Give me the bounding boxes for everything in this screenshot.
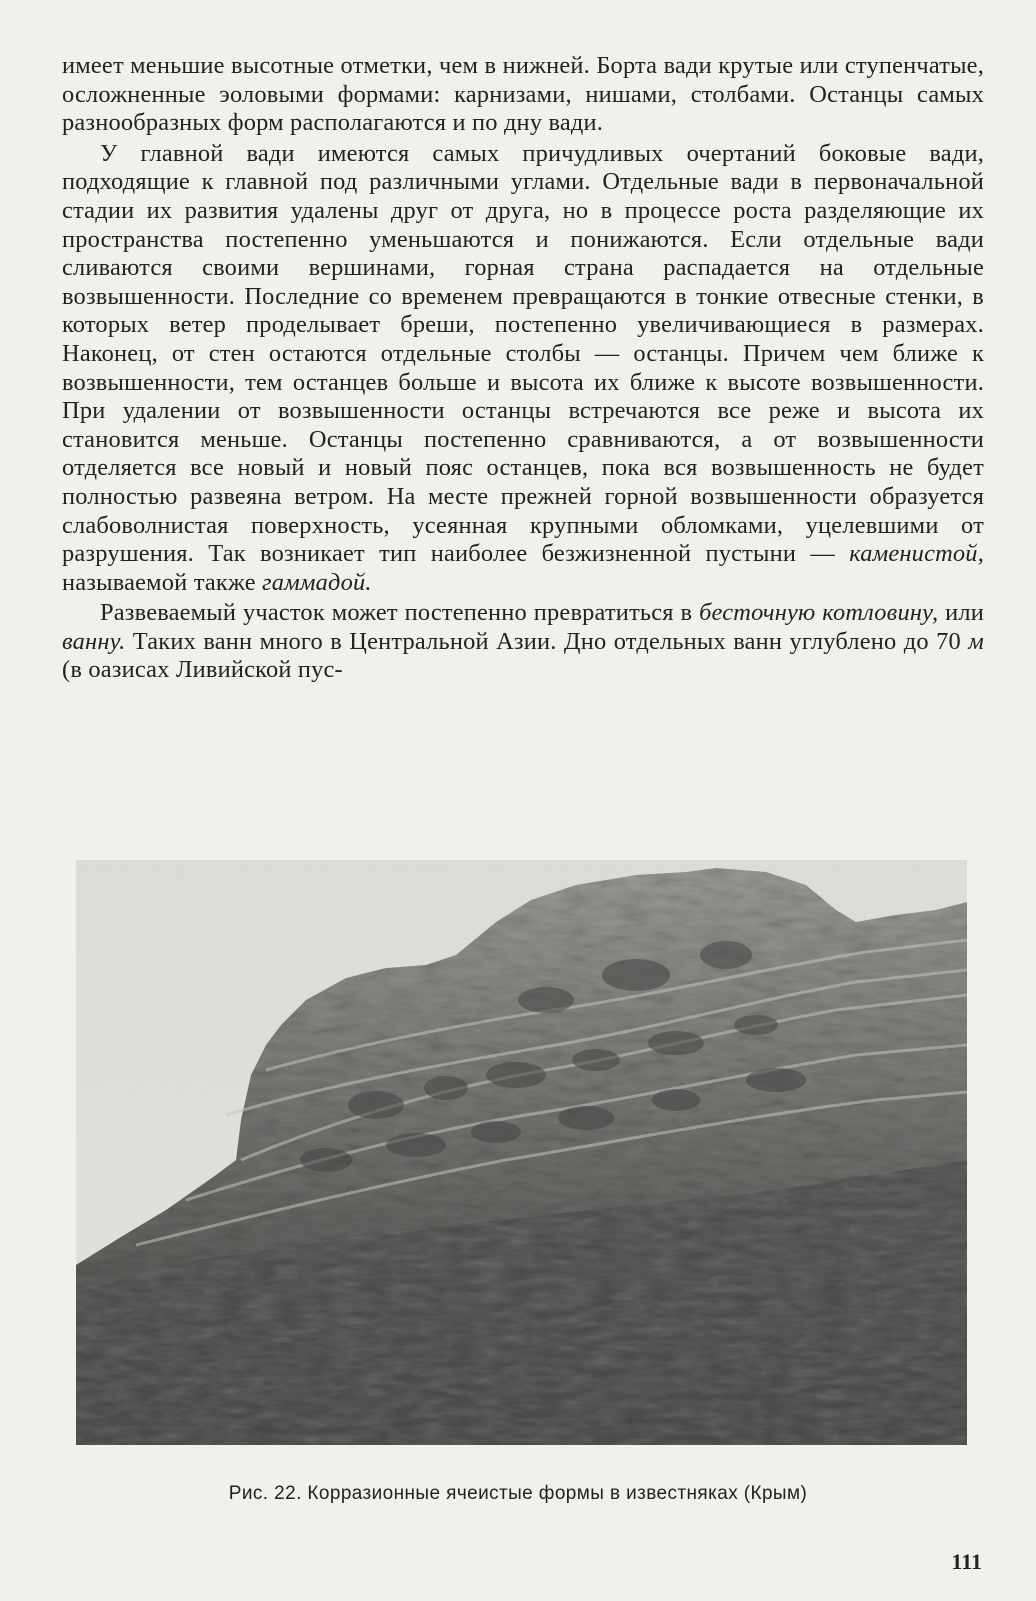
- paragraph-1-text: имеет меньшие высотные отметки, чем в нижней. Борта вади крутые или ступенчатые, осложненные эоловыми формами: карнизами, нишами, столбами. Останцы самых разнообразных форм располагаются и по дну вади.: [62, 52, 984, 137]
- term-kamenistoy: каменистой,: [849, 540, 984, 568]
- page-number: 111: [951, 1549, 982, 1574]
- unit-m: м: [968, 627, 984, 655]
- term-vanna: ванну.: [62, 627, 126, 655]
- figure-caption: Рис. 22. Корразионные ячеистые формы в известняках (Крым): [228, 1483, 808, 1504]
- paragraph-3-text-4: (в оазисах Ливийской пус-: [62, 656, 343, 684]
- paragraph-2: [62, 140, 984, 598]
- paragraph-2-text: У главной вади имеются самых причудливых очертаний боковые вади, подходящие к главной под различными углами. Отдельные вади в первоначальной стадии их развития удалены друг от друга, но в процессе роста разделяющие их пространства постепенно уменьшаются и понижаются. Если отдельные вади сливаются своими вершинами, горная страна распадается на отдельные возвышенности. Последние со временем превращаются в тонкие отвесные стенки, в которых ветер проделывает бреши, постепенно увеличивающиеся в размерах. Наконец, от стен остаются отдельные столбы — останцы. Причем чем ближе к возвышенности, тем останцев больше и высота их ближе к высоте возвышенности. При удалении от возвышенности останцы встречаются все реже и высота их становится меньше. Останцы постепенно сравниваются, а от возвышенности отделяется все новый и новый пояс останцев, пока вся возвышенность не будет полностью развеяна ветром. На месте прежней горной возвышенности образуется слабоволнистая поверхность, усеянная крупными обломками, уцелевшими от разрушения. Так возникает тип наиболее безжизненной пустыни —: [62, 139, 984, 568]
- figure-photo: [76, 860, 967, 1445]
- paragraph-3: [62, 599, 984, 685]
- paragraph-1: [62, 52, 984, 138]
- photo-grain: [76, 860, 967, 1445]
- paragraph-2-text-2: называемой также: [62, 568, 263, 596]
- term-gammada: гаммадой.: [262, 568, 372, 596]
- paragraph-3-text-2: или: [938, 599, 984, 627]
- page-body: [62, 52, 984, 685]
- paragraph-3-text-3: Таких ванн много в Центральной Азии. Дно отдельных ванн углублено до 70: [125, 627, 969, 655]
- rock-outcrop-photo: [76, 860, 967, 1445]
- paragraph-3-text: Развеваемый участок может постепенно превратиться в: [100, 599, 700, 627]
- term-bestochnaya-kotlovina: бесточную котловину,: [699, 599, 939, 627]
